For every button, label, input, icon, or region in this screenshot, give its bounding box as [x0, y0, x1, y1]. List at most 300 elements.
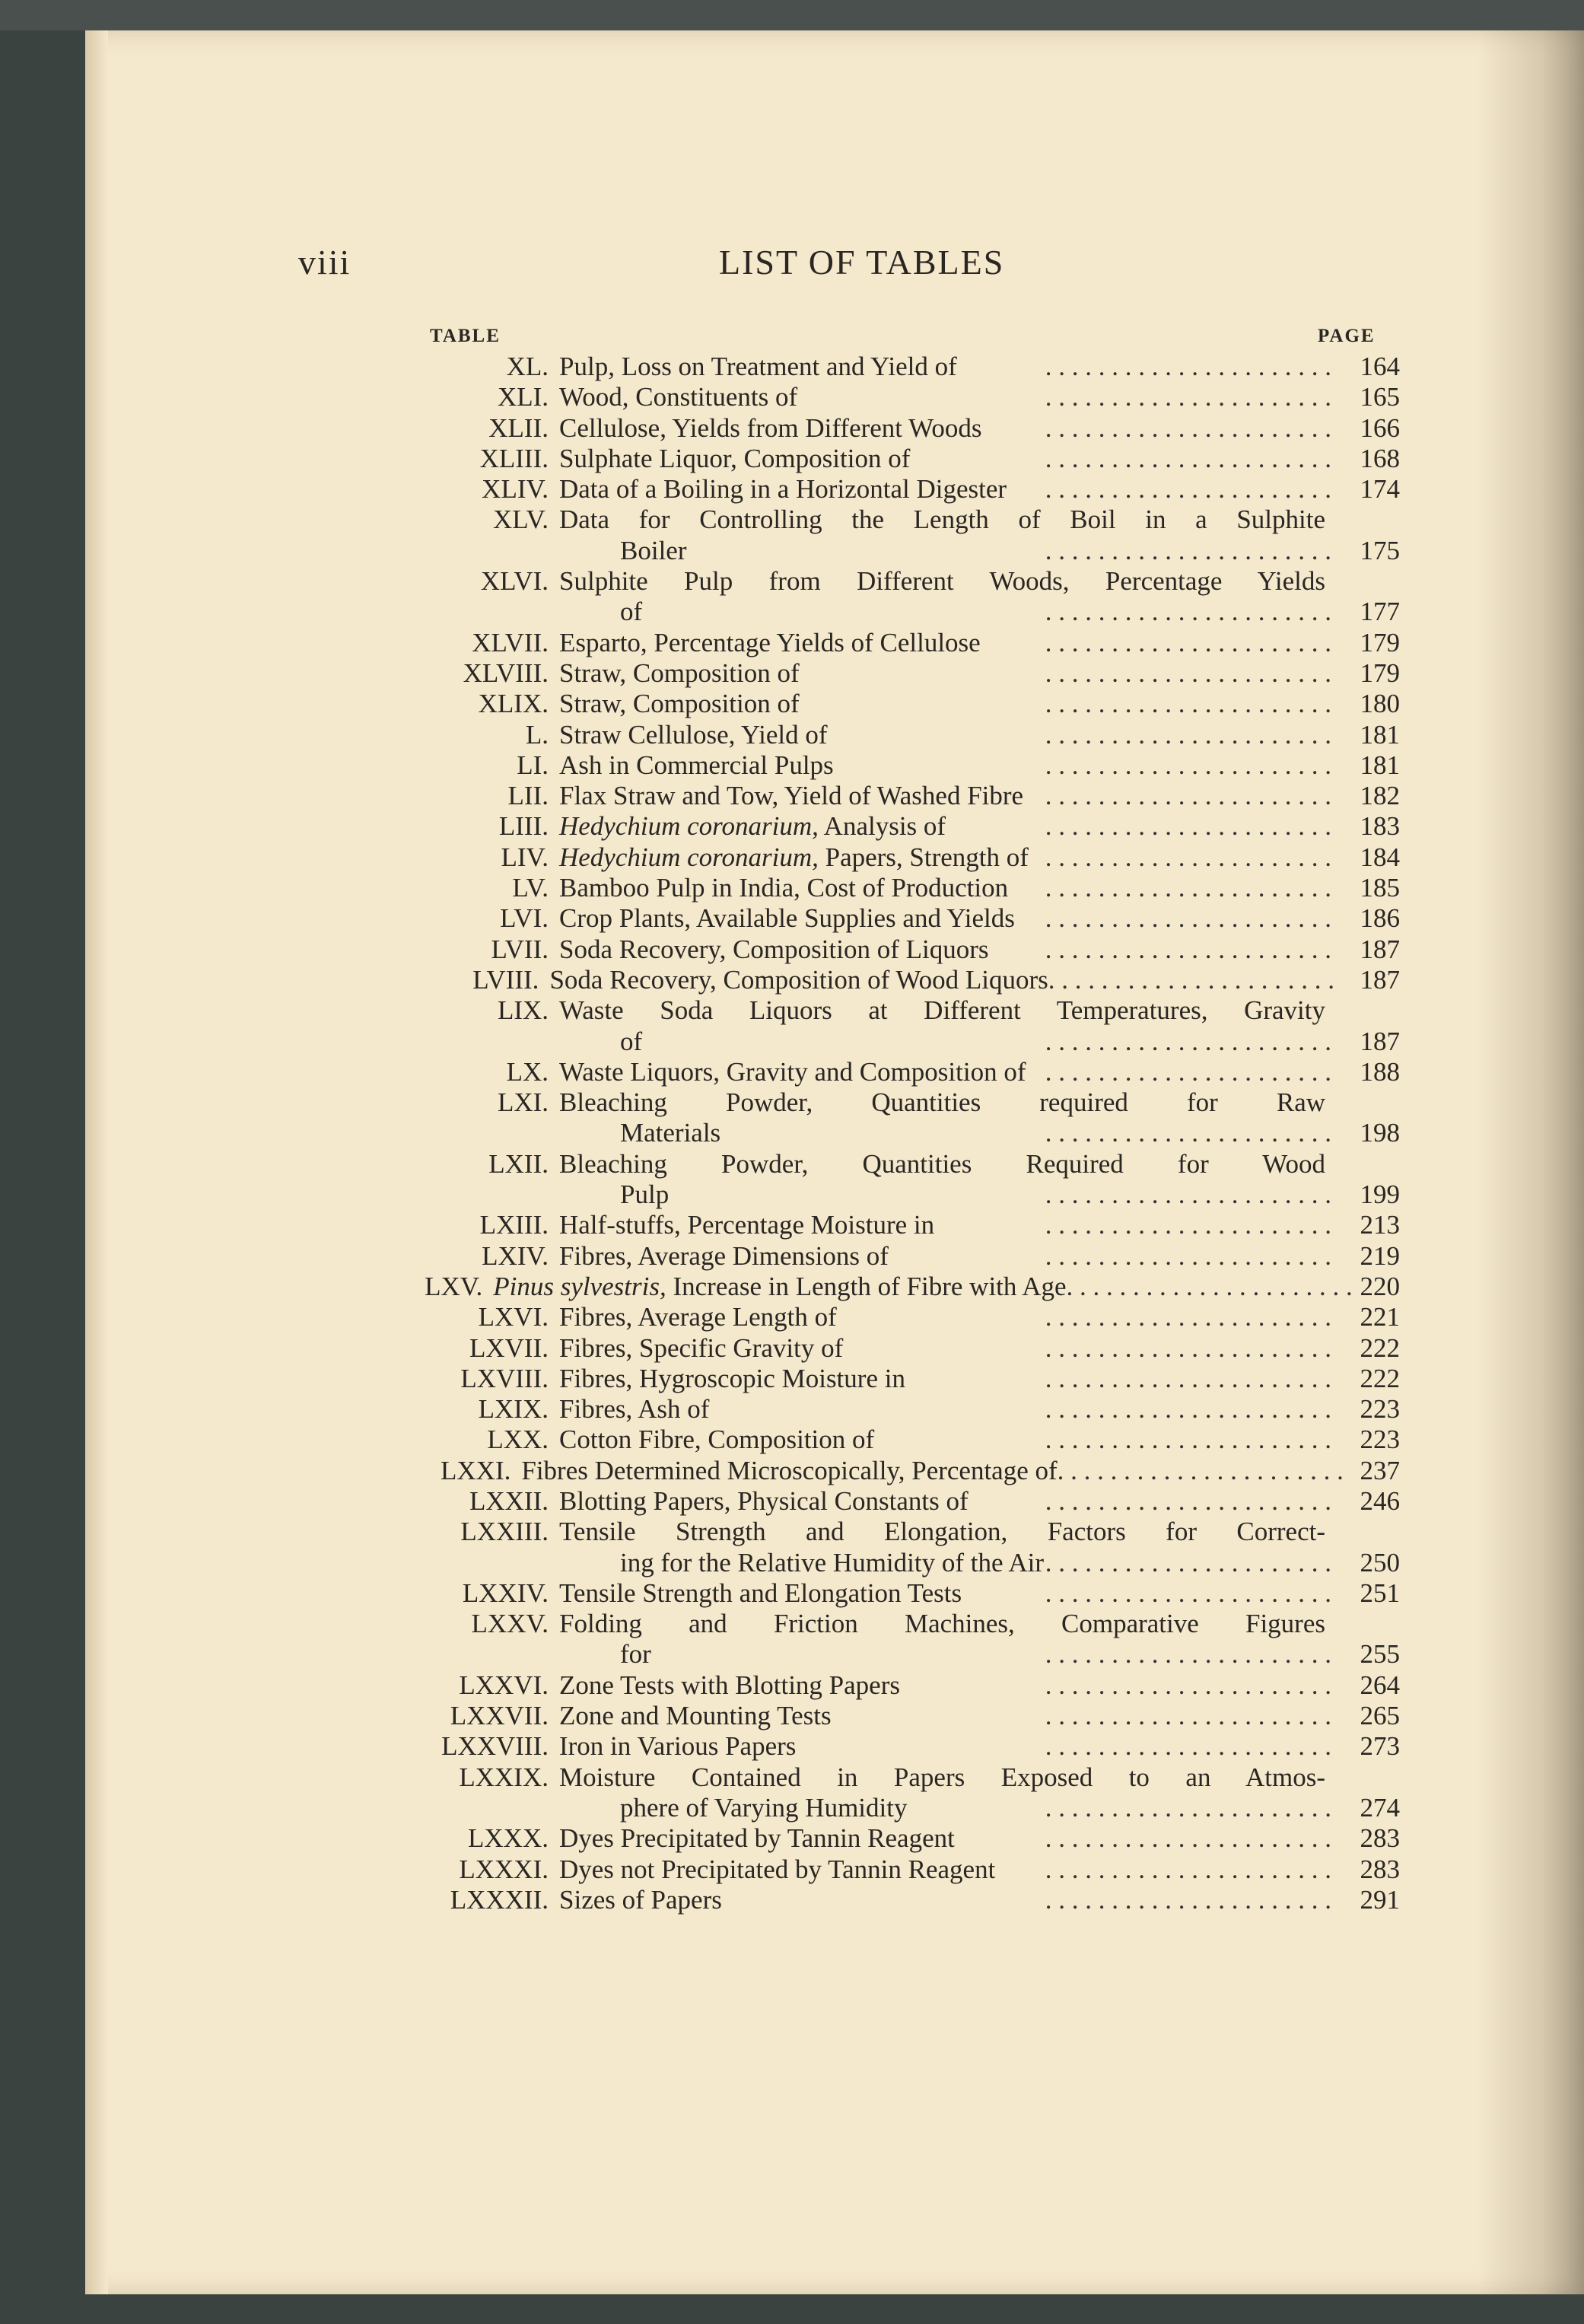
page-number: 177 — [1360, 597, 1400, 627]
table-title-text: Tensile Strength and Elongation, Factors for Correct- — [559, 1517, 1325, 1547]
table-title-text: Data of a Boiling in a Horizontal Digester — [559, 474, 1007, 505]
page-title: LIST OF TABLES — [719, 243, 1005, 282]
table-title — [559, 628, 1331, 658]
list-entry-row — [335, 1885, 1400, 1915]
page-number: 264 — [1360, 1670, 1400, 1700]
table-title — [559, 352, 1331, 382]
dot-leader: . . . . . . . . . . . . . . . . . . . . . . — [1045, 1425, 1331, 1455]
table-title — [559, 1854, 1331, 1885]
list-entry-row — [335, 1180, 1400, 1210]
dot-leader: . . . . . . . . . . . . . . . . . . . . . . — [1045, 1670, 1331, 1700]
page-number: 188 — [1360, 1056, 1400, 1087]
page-number — [1331, 1149, 1400, 1180]
table-number: XLIII. — [479, 443, 549, 473]
table-title — [559, 689, 1331, 719]
list-entry-row — [335, 750, 1400, 781]
page-number: 199 — [1360, 1180, 1400, 1210]
list-entry-row — [335, 1701, 1400, 1731]
list-entry-row — [335, 658, 1400, 689]
table-number: LVIII. — [472, 964, 539, 995]
table-title-text: Dyes Precipitated by Tannin Reagent — [559, 1823, 955, 1854]
page-number — [1331, 1609, 1400, 1639]
list-entry-row — [335, 1425, 1400, 1455]
table-number — [335, 1027, 559, 1057]
table-title-text: Zone and Mounting Tests — [559, 1701, 832, 1731]
page-number: 223 — [1360, 1425, 1400, 1455]
table-number: LII. — [507, 781, 549, 811]
dot-leader: . . . . . . . . . . . . . . . . . . . . . . — [1045, 1823, 1331, 1854]
dot-leader: . . . . . . . . . . . . . . . . . . . . . . — [1045, 1485, 1331, 1516]
table-number: LIV. — [501, 842, 549, 872]
list-entry-row — [335, 1272, 1400, 1302]
page-number: 187 — [1360, 964, 1400, 995]
list-entry-row — [335, 474, 1400, 505]
dot-leader: . . . . . . . . . . . . . . . . . . . . . . — [1048, 964, 1335, 995]
table-title-text: Straw, Composition of — [559, 689, 800, 719]
dot-leader: . . . . . . . . . . . . . . . . . . . . . . — [1045, 689, 1331, 719]
dot-leader: . . . . . . . . . . . . . . . . . . . . . . — [1045, 842, 1331, 872]
dot-leader: . . . . . . . . . . . . . . . . . . . . . . — [1045, 1118, 1331, 1148]
list-entry-row — [335, 1302, 1400, 1332]
list-entry-row — [335, 1394, 1400, 1425]
table-number: XL. — [506, 352, 549, 381]
list-entry-row — [335, 628, 1400, 658]
dot-leader: . . . . . . . . . . . . . . . . . . . . . . — [1045, 443, 1331, 473]
list-entry-row — [335, 1027, 1400, 1057]
table-title — [559, 536, 1331, 566]
list-entry-row — [335, 1210, 1400, 1240]
dot-leader: . . . . . . . . . . . . . . . . . . . . . . — [1045, 1210, 1331, 1240]
table-number: LXV. — [425, 1271, 483, 1301]
table-title-text: Cotton Fibre, Composition of — [559, 1425, 875, 1455]
table-number: L. — [525, 719, 549, 750]
page-number: 265 — [1360, 1701, 1400, 1731]
page-number: 174 — [1360, 474, 1400, 505]
page-number: 187 — [1360, 934, 1400, 964]
table-number: LX. — [506, 1056, 549, 1087]
table-title-text: Iron in Various Papers — [559, 1731, 797, 1762]
table-number: LXXIV. — [462, 1577, 549, 1608]
page-number: 183 — [1360, 811, 1400, 842]
dot-leader: . . . . . . . . . . . . . . . . . . . . . . — [1045, 1884, 1331, 1915]
table-title — [559, 842, 1331, 873]
table-number: LXVIII. — [460, 1363, 549, 1393]
table-title — [559, 995, 1331, 1026]
page-number: 182 — [1360, 781, 1400, 811]
dot-leader: . . . . . . . . . . . . . . . . . . . . . . — [1045, 1854, 1331, 1884]
table-number: LXII. — [488, 1148, 549, 1179]
table-title-text: Zone Tests with Blotting Papers — [559, 1670, 900, 1700]
page-number: 164 — [1360, 352, 1400, 381]
list-entry-row — [335, 444, 1400, 474]
table-number: LV. — [512, 873, 549, 903]
list-entry-row — [335, 1118, 1400, 1148]
table-title-text: Straw, Composition of — [559, 657, 800, 688]
table-title — [559, 1210, 1331, 1240]
table-title-text: Bleaching Powder, Quantities required for Raw — [559, 1087, 1325, 1118]
dot-leader: . . . . . . . . . . . . . . . . . . . . . . — [1045, 719, 1331, 750]
table-title-text: Bamboo Pulp in India, Cost of Production — [559, 873, 1009, 903]
page-number: 179 — [1360, 627, 1400, 657]
table-title — [559, 1087, 1331, 1118]
table-number: LXXX. — [468, 1823, 549, 1854]
table-title-text: Increase in Length of Fibre with Age — [666, 1271, 1067, 1301]
list-entry-row — [335, 1087, 1400, 1118]
table-title — [559, 1793, 1331, 1823]
table-title — [559, 1731, 1331, 1762]
page-number: 250 — [1360, 1547, 1400, 1577]
table-title-text: Papers, Strength of — [818, 842, 1029, 872]
table-title-text: of — [620, 1026, 643, 1056]
page-number — [1331, 995, 1400, 1026]
table-title — [559, 1180, 1331, 1210]
table-number: XLVII. — [472, 627, 549, 657]
table-title — [559, 750, 1331, 781]
list-entry-row — [335, 1548, 1400, 1578]
table-number — [335, 1548, 559, 1578]
list-entry-row — [335, 1057, 1400, 1087]
table-title — [559, 873, 1331, 903]
page-number: 222 — [1360, 1332, 1400, 1363]
page-number: 255 — [1360, 1639, 1400, 1670]
list-entry-row — [335, 689, 1400, 719]
page-number: 175 — [1360, 535, 1400, 565]
table-title-text: Half-stuffs, Percentage Moisture in — [559, 1210, 935, 1240]
table-number: LXXIII. — [460, 1517, 549, 1547]
table-title-text: Fibres, Average Dimensions of — [559, 1240, 889, 1271]
table-title-text: Fibres Determined Microscopically, Percentage of — [521, 1455, 1058, 1485]
list-entry-row — [335, 597, 1400, 627]
list-entry-row — [335, 413, 1400, 444]
dot-leader: . . . . . . . . . . . . . . . . . . . . . . — [1045, 352, 1331, 381]
table-title-text: Fibres, Ash of — [559, 1394, 710, 1425]
table-title-text: Analysis of — [818, 811, 946, 842]
list-entry-row — [335, 720, 1400, 750]
table-title — [559, 781, 1331, 811]
table-title — [559, 1333, 1331, 1364]
dot-leader: . . . . . . . . . . . . . . . . . . . . . . — [1045, 781, 1331, 811]
column-header-table: TABLE — [430, 326, 501, 346]
table-title — [559, 811, 1331, 842]
dot-leader: . . . . . . . . . . . . . . . . . . . . . . — [1045, 750, 1331, 780]
list-entry-row — [335, 1762, 1400, 1793]
table-number — [335, 1639, 559, 1670]
list-entry-row — [335, 842, 1400, 873]
page-number: 219 — [1360, 1240, 1400, 1271]
page-number: 179 — [1360, 657, 1400, 688]
table-title — [559, 1425, 1331, 1455]
dot-leader: . . . . . . . . . . . . . . . . . . . . . . — [1045, 597, 1331, 627]
dot-leader: . . . . . . . . . . . . . . . . . . . . . . — [1045, 1302, 1331, 1332]
page-number — [1331, 1087, 1400, 1118]
list-entry-row — [335, 1731, 1400, 1762]
table-title-italic: Hedychium coronarium, — [559, 811, 819, 842]
table-number: XLVI. — [480, 566, 549, 597]
dot-leader: . . . . . . . . . . . . . . . . . . . . . . — [1045, 1639, 1331, 1670]
table-title — [559, 1517, 1331, 1547]
dot-leader: . . . . . . . . . . . . . . . . . . . . . . — [1045, 1332, 1331, 1363]
table-number — [335, 597, 559, 627]
list-entry-row — [335, 536, 1400, 566]
table-title-text: Pulp — [620, 1180, 670, 1210]
page-number: 251 — [1360, 1577, 1400, 1608]
table-title-text: Flax Straw and Tow, Yield of Washed Fibre — [559, 781, 1024, 811]
table-title-text: for — [620, 1639, 651, 1670]
table-number: LXXXI. — [459, 1854, 549, 1884]
list-entry-row — [335, 1364, 1400, 1394]
table-number: LI. — [517, 750, 549, 780]
table-number: XLIV. — [482, 474, 549, 505]
table-number: LXIII. — [479, 1210, 549, 1240]
table-title-text: Tensile Strength and Elongation Tests — [559, 1577, 962, 1608]
table-number: LXIX. — [478, 1394, 549, 1425]
dot-leader: . . . . . . . . . . . . . . . . . . . . . . — [1066, 1271, 1353, 1301]
table-title-text: Sizes of Papers — [559, 1884, 722, 1915]
table-title-text: Pulp, Loss on Treatment and Yield of — [559, 352, 957, 381]
table-title — [559, 413, 1331, 444]
list-entry-row — [335, 382, 1400, 412]
table-title — [559, 474, 1331, 505]
page-number: 222 — [1360, 1363, 1400, 1393]
table-title-text: Fibres, Hygroscopic Moisture in — [559, 1363, 905, 1393]
list-entry-row — [335, 1639, 1400, 1670]
dot-leader: . . . . . . . . . . . . . . . . . . . . . . — [1045, 873, 1331, 903]
table-number: LXIV. — [482, 1240, 549, 1271]
list-entry-row — [335, 781, 1400, 811]
table-number: XLII. — [488, 412, 549, 443]
page-number — [1331, 566, 1400, 597]
list-entry-row — [335, 995, 1400, 1026]
list-entry-row — [335, 1486, 1400, 1517]
dot-leader: . . . . . . . . . . . . . . . . . . . . . . — [1045, 1792, 1331, 1823]
table-number — [335, 1180, 559, 1210]
list-entry-row — [335, 934, 1400, 965]
table-title — [559, 444, 1331, 474]
book-cover-edge — [0, 0, 1584, 30]
list-entry-row — [335, 505, 1400, 535]
dot-leader: . . . . . . . . . . . . . . . . . . . . . . — [1045, 1394, 1331, 1425]
list-entry-row — [335, 1149, 1400, 1180]
page-folio: viii — [298, 243, 351, 282]
list-entry-row — [335, 1517, 1400, 1547]
table-title-text: Sulphate Liquor, Composition of — [559, 443, 911, 473]
page-number: 283 — [1360, 1823, 1400, 1854]
table-title — [559, 658, 1331, 689]
page-number: 220 — [1360, 1271, 1400, 1301]
table-title — [559, 1394, 1331, 1425]
table-title-text: Dyes not Precipitated by Tannin Reagent — [559, 1854, 996, 1884]
dot-leader: . . . . . . . . . . . . . . . . . . . . . . — [1045, 1180, 1331, 1210]
table-title — [559, 934, 1331, 965]
table-title-text: Data for Controlling the Length of Boil in a Sulphite — [559, 505, 1325, 535]
page-number: 198 — [1360, 1118, 1400, 1148]
list-entry-row — [335, 811, 1400, 842]
table-number: LXXVI. — [459, 1670, 549, 1700]
table-title-text: Bleaching Powder, Quantities Required for Wood — [559, 1148, 1325, 1179]
page-number — [1331, 1517, 1400, 1547]
table-title — [521, 1456, 1344, 1486]
table-title-text: phere of Varying Humidity — [620, 1792, 908, 1823]
table-number: LXX. — [487, 1425, 549, 1455]
list-entry-row — [335, 1793, 1400, 1823]
dot-leader: . . . . . . . . . . . . . . . . . . . . . . — [1045, 811, 1331, 842]
table-number: LXXI. — [441, 1455, 511, 1485]
table-title-text: Blotting Papers, Physical Constants of — [559, 1485, 969, 1516]
table-number: LVII. — [491, 934, 549, 964]
table-title-text: Waste Liquors, Gravity and Composition of — [559, 1056, 1026, 1087]
table-title — [559, 903, 1331, 934]
page-number: 223 — [1360, 1394, 1400, 1425]
table-title-text: ing for the Relative Humidity of the Air — [620, 1547, 1044, 1577]
dot-leader: . . . . . . . . . . . . . . . . . . . . . . — [1045, 474, 1331, 505]
list-entry-row — [335, 1670, 1400, 1701]
column-header-page: PAGE — [1318, 326, 1376, 346]
list-entry-row — [335, 1333, 1400, 1364]
table-number: XLIX. — [478, 689, 549, 719]
table-title — [559, 505, 1331, 535]
table-title-text: Boiler — [620, 535, 687, 565]
table-number: LVI. — [500, 903, 549, 934]
table-title-text: Cellulose, Yields from Different Woods — [559, 412, 982, 443]
list-entry-row — [335, 965, 1400, 995]
table-title — [549, 965, 1334, 995]
table-title — [559, 720, 1331, 750]
dot-leader: . . . . . . . . . . . . . . . . . . . . . . — [1045, 1363, 1331, 1393]
table-title-text: Soda Recovery, Composition of Liquors — [559, 934, 989, 964]
page-number: 186 — [1360, 903, 1400, 934]
list-entry-row — [335, 903, 1400, 934]
list-entry-row — [335, 1241, 1400, 1272]
table-number: XLV. — [493, 505, 549, 535]
table-title — [559, 1823, 1331, 1854]
table-title — [559, 1057, 1331, 1087]
page-number: 246 — [1360, 1485, 1400, 1516]
page-number — [1331, 505, 1400, 535]
table-title-text: Crop Plants, Available Supplies and Yields — [559, 903, 1015, 934]
table-title-text: Fibres, Average Length of — [559, 1302, 837, 1332]
table-title — [559, 1578, 1331, 1609]
table-number: LXXIX. — [459, 1762, 549, 1792]
table-number: LXXXII. — [450, 1884, 549, 1915]
table-title — [559, 1885, 1331, 1915]
page-number: 221 — [1360, 1302, 1400, 1332]
list-entry-row — [335, 1456, 1400, 1486]
page-number: 168 — [1360, 443, 1400, 473]
list-entry-row — [335, 873, 1400, 903]
table-title-text: Fibres, Specific Gravity of — [559, 1332, 844, 1363]
table-number — [335, 1118, 559, 1148]
dot-leader: . . . . . . . . . . . . . . . . . . . . . . — [1045, 1547, 1331, 1577]
table-number: LIX. — [497, 995, 549, 1026]
table-title-italic: Hedychium coronarium, — [559, 842, 819, 872]
table-title — [493, 1272, 1353, 1302]
table-number — [335, 1793, 559, 1823]
table-number — [335, 536, 559, 566]
table-title — [559, 1548, 1331, 1578]
table-number: LXXII. — [469, 1485, 549, 1516]
table-title-text: Straw Cellulose, Yield of — [559, 719, 828, 750]
dot-leader: . . . . . . . . . . . . . . . . . . . . . . — [1045, 1026, 1331, 1056]
table-title-text: Wood, Constituents of — [559, 382, 798, 412]
dot-leader: . . . . . . . . . . . . . . . . . . . . . . — [1057, 1455, 1344, 1485]
page-gutter-shadow — [1477, 30, 1584, 2294]
table-title-text: Sulphite Pulp from Different Woods, Percentage Yields — [559, 566, 1325, 597]
list-entry-row — [335, 566, 1400, 597]
dot-leader: . . . . . . . . . . . . . . . . . . . . . . — [1045, 934, 1331, 964]
dot-leader: . . . . . . . . . . . . . . . . . . . . . . — [1045, 1240, 1331, 1271]
table-title — [559, 597, 1331, 627]
table-number: LXXV. — [471, 1609, 549, 1639]
page-number — [1331, 1762, 1400, 1793]
table-number: XLI. — [497, 382, 549, 412]
list-entry-row — [335, 1609, 1400, 1639]
table-title-text: Ash in Commercial Pulps — [559, 750, 834, 780]
page-number: 291 — [1360, 1884, 1400, 1915]
dot-leader: . . . . . . . . . . . . . . . . . . . . . . — [1045, 1577, 1331, 1608]
page-number: 181 — [1360, 719, 1400, 750]
table-title — [559, 1364, 1331, 1394]
dot-leader: . . . . . . . . . . . . . . . . . . . . . . — [1045, 1701, 1331, 1731]
table-title-text: Esparto, Percentage Yields of Cellulose — [559, 627, 981, 657]
page-number: 283 — [1360, 1854, 1400, 1884]
dot-leader: . . . . . . . . . . . . . . . . . . . . . . — [1045, 535, 1331, 565]
page-number: 185 — [1360, 873, 1400, 903]
page-number: 184 — [1360, 842, 1400, 872]
table-title — [559, 1241, 1331, 1272]
list-entry-row — [335, 1578, 1400, 1609]
dot-leader: . . . . . . . . . . . . . . . . . . . . . . — [1045, 903, 1331, 934]
page-number: 187 — [1360, 1026, 1400, 1056]
page-number: 237 — [1360, 1455, 1400, 1485]
page-number: 166 — [1360, 412, 1400, 443]
page-number: 165 — [1360, 382, 1400, 412]
dot-leader: . . . . . . . . . . . . . . . . . . . . . . — [1045, 1731, 1331, 1762]
table-title — [559, 1149, 1331, 1180]
dot-leader: . . . . . . . . . . . . . . . . . . . . . . — [1045, 412, 1331, 443]
table-title-text: Moisture Contained in Papers Exposed to an Atmos- — [559, 1762, 1325, 1792]
dot-leader: . . . . . . . . . . . . . . . . . . . . . . — [1045, 382, 1331, 412]
dot-leader: . . . . . . . . . . . . . . . . . . . . . . — [1045, 627, 1331, 657]
table-number: LXVI. — [478, 1302, 549, 1332]
table-title — [559, 1609, 1331, 1639]
table-number: LXI. — [497, 1087, 549, 1118]
table-number: LXXVII. — [450, 1701, 549, 1731]
table-title-text: Waste Soda Liquors at Different Temperatures, Gravity — [559, 995, 1325, 1026]
table-title — [559, 1670, 1331, 1701]
list-entry-row — [335, 1823, 1400, 1854]
table-number: XLVIII. — [463, 657, 549, 688]
table-title — [559, 1302, 1331, 1332]
table-title-text: Soda Recovery, Composition of Wood Liquors — [549, 964, 1048, 995]
table-title-text: Folding and Friction Machines, Comparative Figures — [559, 1609, 1325, 1639]
table-number: LXXVIII. — [441, 1731, 549, 1762]
table-title-italic: Pinus sylvestris, — [493, 1271, 666, 1301]
table-title-text: of — [620, 597, 643, 627]
table-title — [559, 382, 1331, 412]
page-number: 180 — [1360, 689, 1400, 719]
table-title — [559, 1118, 1331, 1148]
dot-leader: . . . . . . . . . . . . . . . . . . . . . . — [1045, 657, 1331, 688]
page-number: 274 — [1360, 1792, 1400, 1823]
table-number: LIII. — [498, 811, 549, 842]
table-title — [559, 566, 1331, 597]
page-number: 213 — [1360, 1210, 1400, 1240]
table-title — [559, 1701, 1331, 1731]
table-number: LXVII. — [469, 1332, 549, 1363]
list-entry-row — [335, 1854, 1400, 1885]
table-title — [559, 1486, 1331, 1517]
table-title-text: Materials — [620, 1118, 721, 1148]
